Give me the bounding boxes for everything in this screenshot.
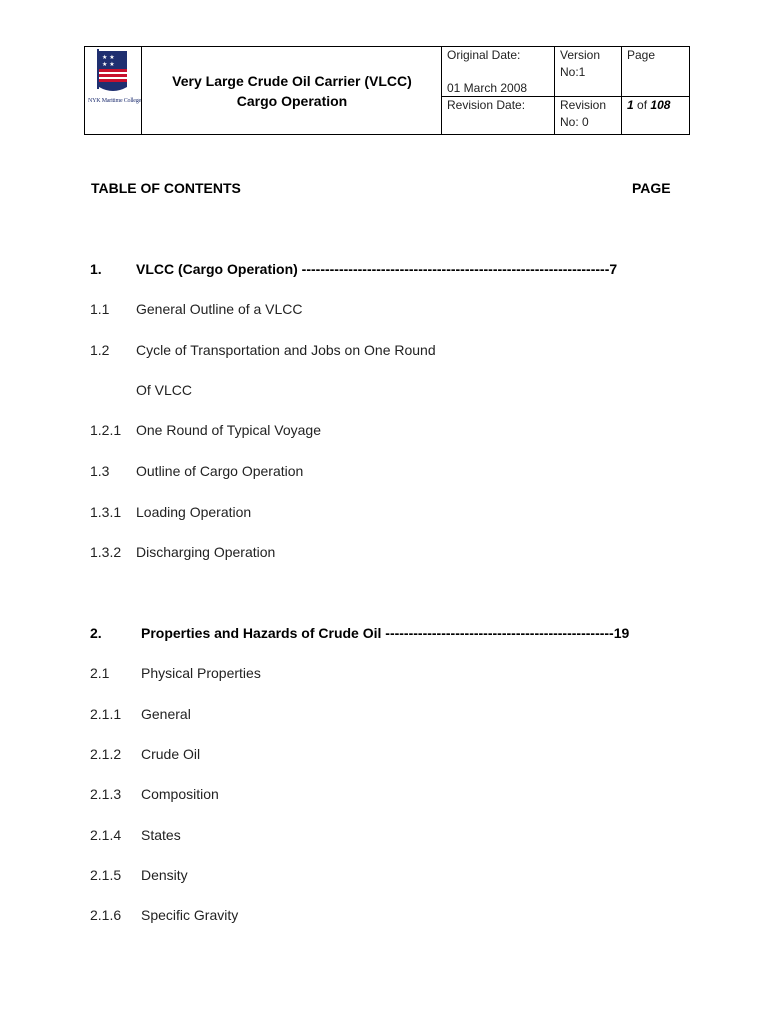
toc-entry-number: 2.1.6 bbox=[90, 907, 122, 923]
toc-entry-text: Outline of Cargo Operation bbox=[136, 463, 304, 479]
toc-entry-text: Properties and Hazards of Crude Oil -------------------------------------------------19 bbox=[141, 625, 630, 641]
version-value: No:1 bbox=[560, 65, 586, 79]
toc-entry-text: VLCC (Cargo Operation) ------------------------------------------------------------------7 bbox=[136, 261, 618, 277]
toc-entry-number: 2.1.5 bbox=[90, 867, 122, 883]
logo-cell bbox=[85, 47, 141, 134]
title-line-2: Cargo Operation bbox=[236, 93, 348, 109]
toc-entry-number: 1.3.2 bbox=[90, 544, 122, 560]
college-shield-logo bbox=[93, 49, 131, 97]
original-date-value: 01 March 2008 bbox=[447, 81, 528, 95]
toc-entry-number: 2.1.3 bbox=[90, 786, 122, 802]
toc-page-heading: PAGE bbox=[632, 180, 671, 196]
document-header bbox=[84, 46, 690, 135]
toc-entry-text: One Round of Typical Voyage bbox=[136, 422, 321, 438]
toc-entry-text: Cycle of Transportation and Jobs on One Round bbox=[136, 342, 436, 358]
toc-entry-text: Physical Properties bbox=[141, 665, 261, 681]
toc-entry-text: Crude Oil bbox=[141, 746, 201, 762]
toc-entry-number: 1.1 bbox=[90, 301, 110, 317]
page-of: of bbox=[637, 98, 648, 112]
toc-entry-text: General bbox=[141, 706, 191, 722]
revision-label: Revision bbox=[560, 98, 607, 112]
page-number bbox=[627, 97, 670, 114]
revision-value: No: 0 bbox=[560, 115, 589, 129]
svg-text:★ ★: ★ ★ bbox=[102, 61, 115, 68]
toc-entry-number: 2.1 bbox=[90, 665, 110, 681]
title-line-1: Very Large Crude Oil Carrier (VLCC) bbox=[172, 73, 412, 89]
toc-entry-number: 2.1.4 bbox=[90, 827, 122, 843]
toc-entry-number: 1.2 bbox=[90, 342, 110, 358]
svg-text:★ ★: ★ ★ bbox=[102, 54, 115, 61]
toc-heading: TABLE OF CONTENTS bbox=[91, 180, 241, 196]
toc-entry-number: 1. bbox=[90, 261, 102, 277]
toc-entry-text: Composition bbox=[141, 786, 219, 802]
toc-entry-text: Of VLCC bbox=[136, 382, 193, 398]
header-divider bbox=[621, 47, 622, 134]
header-divider bbox=[554, 47, 555, 134]
toc-entry-number: 1.2.1 bbox=[90, 422, 122, 438]
toc-entry-text: States bbox=[141, 827, 181, 843]
toc-entry-text: Specific Gravity bbox=[141, 907, 239, 923]
toc-entry-number: 2.1.1 bbox=[90, 706, 122, 722]
document-title bbox=[142, 47, 442, 134]
toc-entry-number: 1.3 bbox=[90, 463, 110, 479]
version-label: Version bbox=[560, 48, 601, 62]
toc-entry-number: 1.3.1 bbox=[90, 504, 122, 520]
revision-date-label: Revision Date: bbox=[447, 98, 526, 112]
toc-entry-text: Loading Operation bbox=[136, 504, 252, 520]
original-date-label: Original Date: bbox=[447, 48, 521, 62]
toc-entry-number: 2.1.2 bbox=[90, 746, 122, 762]
page-total: 108 bbox=[650, 98, 671, 112]
page-current: 1 bbox=[627, 98, 634, 112]
page-label: Page bbox=[627, 48, 656, 62]
toc-entry-text: Discharging Operation bbox=[136, 544, 276, 560]
logo-caption: NYK Maritime College bbox=[88, 98, 141, 104]
toc-entry-number: 2. bbox=[90, 625, 102, 641]
toc-entry-text: Density bbox=[141, 867, 188, 883]
toc-entry-text: General Outline of a VLCC bbox=[136, 301, 303, 317]
